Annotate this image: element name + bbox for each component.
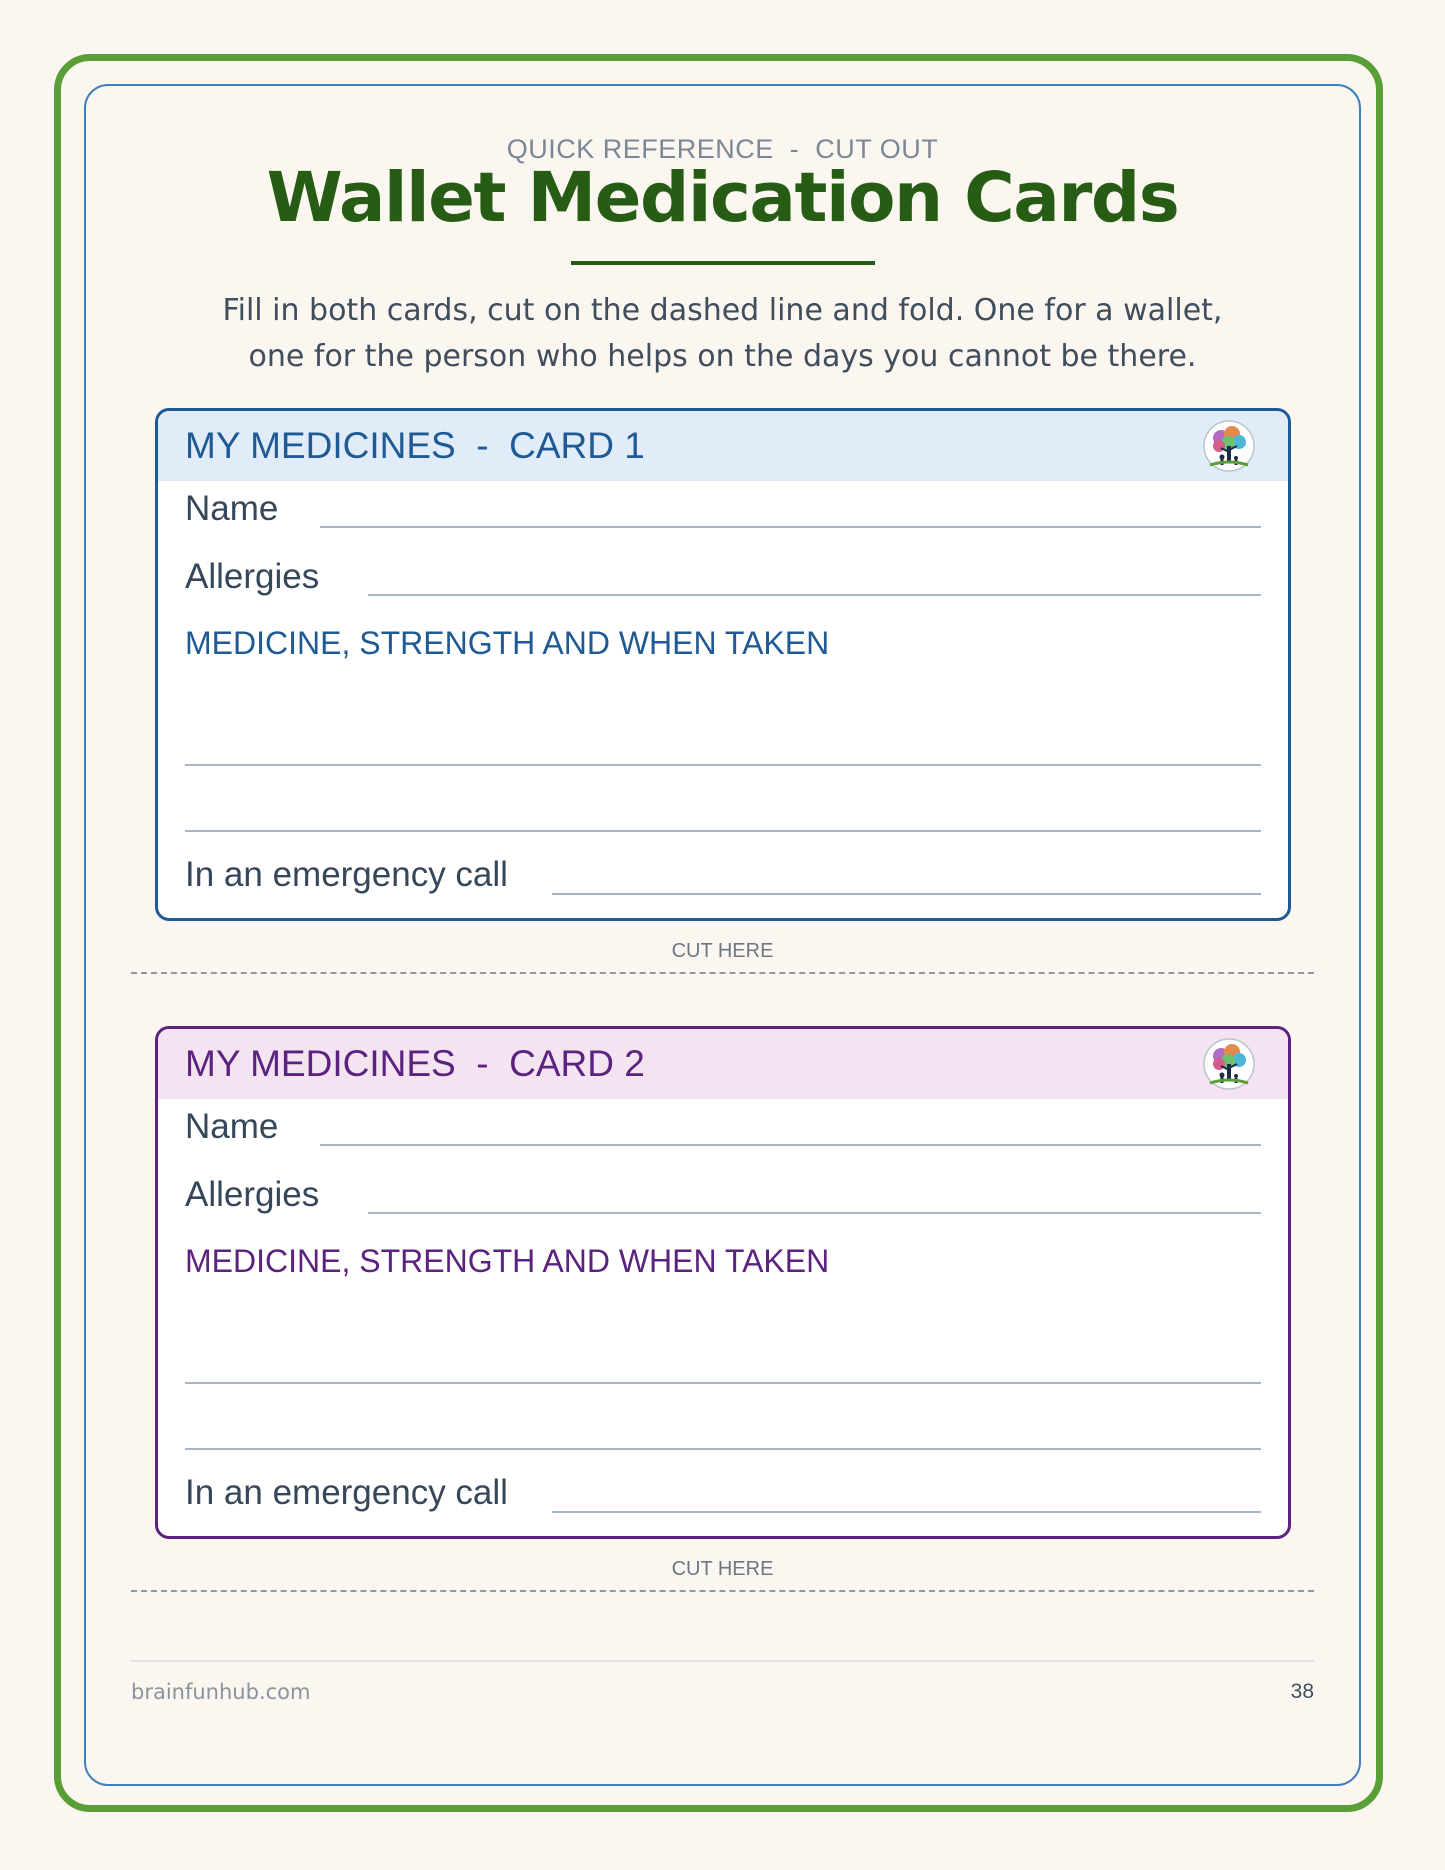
name-label: Name	[185, 489, 279, 528]
card-title: MY MEDICINES - CARD 2	[185, 1043, 645, 1084]
intro-line: one for the person who helps on the days you cannot be there.	[248, 339, 1197, 374]
title-underline	[571, 261, 875, 265]
cut-line	[131, 1590, 1314, 1592]
tree-brain-logo-icon	[1202, 1037, 1256, 1091]
allergies-input-line[interactable]	[368, 594, 1261, 596]
cut-here-label: CUT HERE	[671, 1558, 774, 1580]
medicine-input-line[interactable]	[185, 1382, 1261, 1384]
page-title: Wallet Medication Cards	[266, 158, 1179, 238]
emergency-contact-input-line[interactable]	[552, 1511, 1261, 1513]
medicine-input-line[interactable]	[185, 764, 1261, 766]
medicine-section-label: MEDICINE, STRENGTH AND WHEN TAKEN	[185, 625, 830, 661]
footer-divider	[131, 1660, 1314, 1662]
emergency-label: In an emergency call	[185, 855, 508, 894]
medication-card-1	[155, 408, 1291, 921]
medicine-input-line[interactable]	[185, 830, 1261, 832]
name-label: Name	[185, 1107, 279, 1146]
medicine-section-label: MEDICINE, STRENGTH AND WHEN TAKEN	[185, 1243, 830, 1279]
intro-line: Fill in both cards, cut on the dashed line and fold. One for a wallet,	[222, 293, 1223, 328]
medication-card-2	[155, 1026, 1291, 1539]
intro-text	[0, 288, 1445, 380]
card-title: MY MEDICINES - CARD 1	[185, 425, 645, 466]
card-header	[158, 1029, 1288, 1099]
name-input-line[interactable]	[320, 1144, 1261, 1146]
card-header	[158, 411, 1288, 481]
emergency-contact-input-line[interactable]	[552, 893, 1261, 895]
cut-line	[131, 972, 1314, 974]
footer-site: brainfunhub.com	[131, 1680, 311, 1704]
tree-brain-logo-icon	[1202, 419, 1256, 473]
allergies-label: Allergies	[185, 1175, 320, 1214]
medicine-input-line[interactable]	[185, 1448, 1261, 1450]
allergies-input-line[interactable]	[368, 1212, 1261, 1214]
page-kicker: QUICK REFERENCE - CUT OUT	[506, 134, 939, 164]
emergency-label: In an emergency call	[185, 1473, 508, 1512]
page-number: 38	[1290, 1680, 1314, 1703]
cut-here-label: CUT HERE	[671, 940, 774, 962]
name-input-line[interactable]	[320, 526, 1261, 528]
allergies-label: Allergies	[185, 557, 320, 596]
